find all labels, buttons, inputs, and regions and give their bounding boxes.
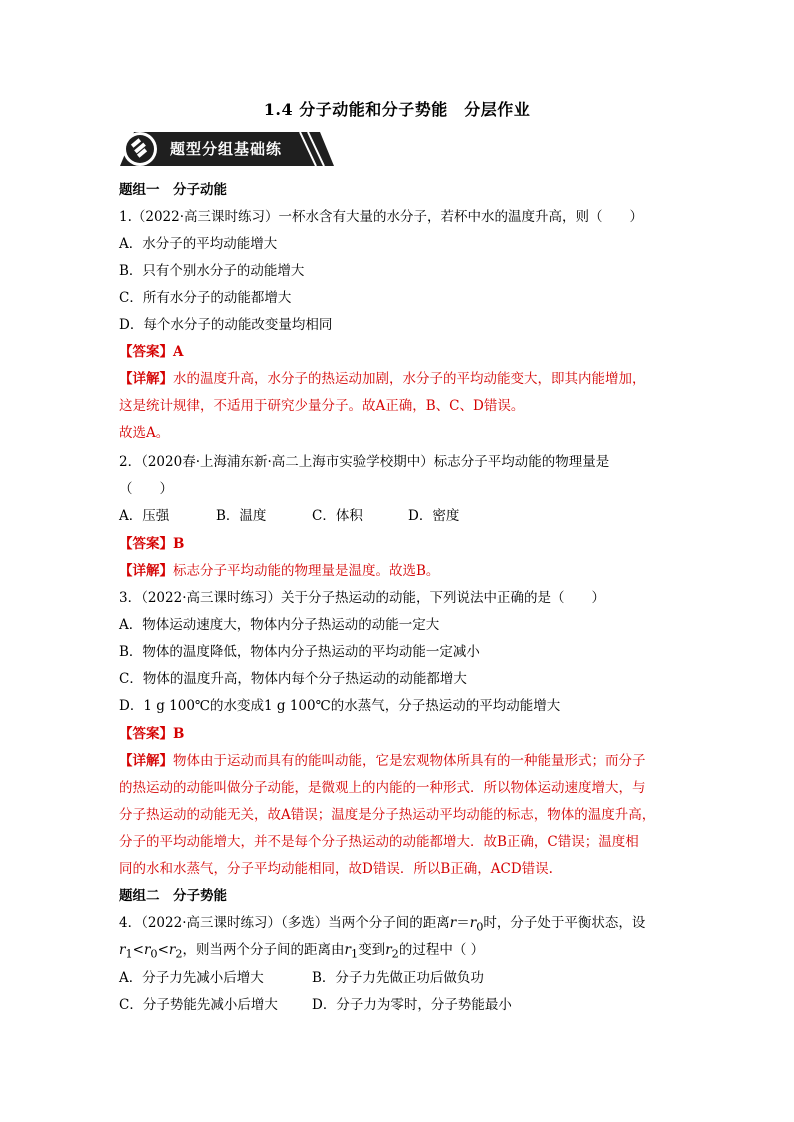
q3-explain-line-3: 分子热运动的动能无关，故A错误；温度是分子热运动平均动能的标志，物体的温度升高， <box>119 807 656 823</box>
question-2-stem: 2．（2020春·上海浦东新·高二上海市实验学校期中）标志分子平均动能的物理量是 <box>119 454 610 470</box>
answer-value: A <box>173 344 184 360</box>
var-r2: r <box>168 942 176 958</box>
q1-option-d: D．每个水分子的动能改变量均相同 <box>119 317 333 333</box>
question-1-stem: 1.（2022·高三课时练习）一杯水含有大量的水分子，若杯中水的温度升高，则（ ） <box>119 209 644 225</box>
subscript: 2 <box>175 947 183 961</box>
q3-option-d: D．1 g 100℃的水变成1 g 100℃的水蒸气，分子热运动的平均动能增大 <box>119 698 561 714</box>
var-r1: r <box>344 942 352 958</box>
q3-option-a: A．物体运动速度大，物体内分子热运动的动能一定大 <box>119 617 440 633</box>
var-r1: r <box>119 942 126 958</box>
question-4-stem-line-1 <box>119 914 645 937</box>
q4-option-a: A．分子力先减小后增大 <box>119 970 264 986</box>
subscript: 1 <box>351 947 359 961</box>
explain-tag: 【详解】 <box>119 563 173 579</box>
group-heading-2: 题组二 分子势能 <box>119 888 227 904</box>
q2-answer <box>119 535 184 553</box>
stem-text: 时，分子处于平衡状态，设 <box>483 915 646 931</box>
q2-option-d: D．密度 <box>408 508 460 524</box>
q1-explain-line-2: 这是统计规律，不适用于研究少量分子。故A正确，B、C、D错误。 <box>119 398 525 414</box>
q1-explain-line-3: 故选A。 <box>119 425 170 441</box>
q1-option-c: C．所有水分子的动能都增大 <box>119 290 292 306</box>
question-3-stem: 3．（2022·高三课时练习）关于分子热运动的动能，下列说法中正确的是（ ） <box>119 590 605 606</box>
banner-label: 题型分组基础练 <box>170 140 283 158</box>
equals-sign: ＝ <box>456 915 470 931</box>
q4-option-d: D．分子力为零时，分子势能最小 <box>312 997 512 1013</box>
q1-explain-line-1 <box>119 370 646 388</box>
q3-explain-line-5: 同的水和水蒸气，分子平均动能相同，故D错误．所以B正确，ACD错误. <box>119 861 553 877</box>
q1-answer <box>119 343 183 361</box>
stem-text: 4．（2022·高三课时练习）（多选）当两个分子间的距离 <box>119 915 450 931</box>
explain-text: 物体由于运动而具有的能叫动能，它是宏观物体所具有的一种能量形式；而分子 <box>173 753 646 769</box>
explain-tag: 【详解】 <box>119 371 173 387</box>
subscript: 0 <box>476 920 484 934</box>
explain-text: 水的温度升高，水分子的热运动加剧，水分子的平均动能变大，即其内能增加， <box>173 371 646 387</box>
answer-tag: 【答案】 <box>119 344 173 360</box>
explain-text: 标志分子平均动能的物理量是温度。故选B。 <box>173 563 440 579</box>
group-heading-1: 题组一 分子动能 <box>119 182 227 198</box>
less-than: < <box>157 942 169 958</box>
q1-option-b: B．只有个别水分子的动能增大 <box>119 263 305 279</box>
answer-value: B <box>173 536 185 552</box>
q3-option-b: B．物体的温度降低，物体内分子热运动的平均动能一定减小 <box>119 644 480 660</box>
subscript: 1 <box>125 947 133 961</box>
q4-option-c: C．分子势能先减小后增大 <box>119 997 278 1013</box>
answer-tag: 【答案】 <box>119 726 173 742</box>
q3-explain-line-1 <box>119 752 646 770</box>
stem-text: ，则当两个分子间的距离由 <box>182 942 345 958</box>
q2-option-a: A．压强 <box>119 508 170 524</box>
var-r0: r <box>469 915 477 931</box>
q2-explain <box>119 562 439 580</box>
answer-tag: 【答案】 <box>119 536 173 552</box>
q3-explain-line-2: 的热运动的动能叫做分子动能，是微观上的内能的一种形式．所以物体运动速度增大，与 <box>119 780 646 796</box>
q3-option-c: C．物体的温度升高，物体内每个分子热运动的动能都增大 <box>119 671 467 687</box>
q2-option-c: C．体积 <box>312 508 363 524</box>
answer-value: B <box>173 726 185 742</box>
q3-answer <box>119 725 184 743</box>
subscript: 2 <box>391 947 399 961</box>
subscript: 0 <box>150 947 158 961</box>
q3-explain-line-4: 分子的平均动能增大，并不是每个分子热运动的动能都增大．故B正确，C错误；温度相 <box>119 834 639 850</box>
q4-option-b: B．分子力先做正功后做负功 <box>312 970 484 986</box>
less-than: < <box>132 942 144 958</box>
stem-text: 的过程中（ ） <box>398 942 485 958</box>
var-r0: r <box>143 942 151 958</box>
explain-tag: 【详解】 <box>119 753 173 769</box>
question-2-bracket: （ ） <box>119 481 173 497</box>
stem-text: 变到 <box>358 942 386 958</box>
page-title: 1.4 分子动能和分子势能 分层作业 <box>263 100 531 119</box>
q2-option-b: B．温度 <box>216 508 267 524</box>
var-r2: r <box>385 942 392 958</box>
var-r: r <box>449 915 457 931</box>
question-4-stem-line-2 <box>119 941 484 964</box>
q1-option-a: A．水分子的平均动能增大 <box>119 236 278 252</box>
